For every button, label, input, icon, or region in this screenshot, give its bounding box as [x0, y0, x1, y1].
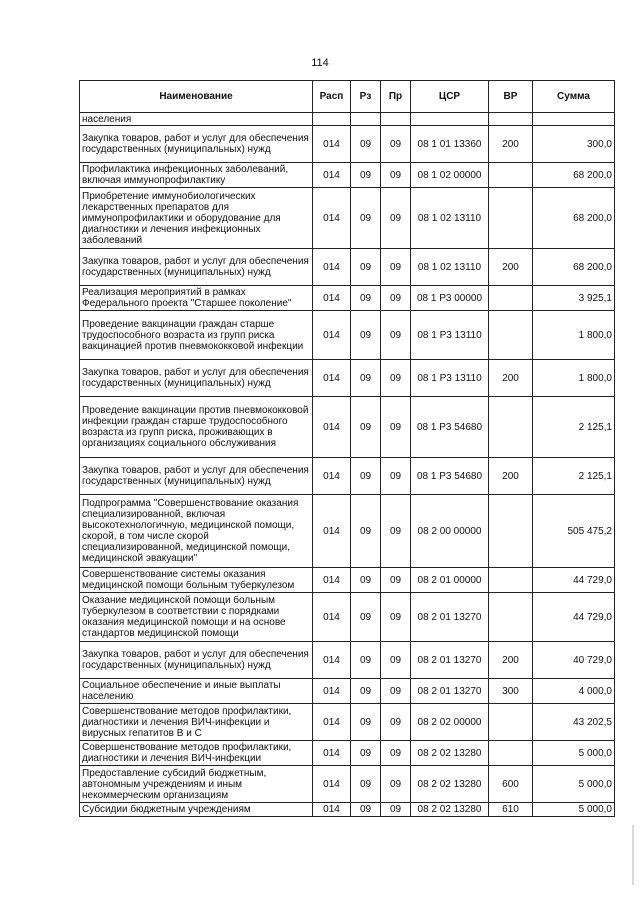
scan-edge-mark [632, 825, 634, 885]
cell-csr: 08 2 01 13270 [411, 642, 489, 679]
cell-vr: 200 [489, 360, 533, 397]
cell-rz: 09 [351, 741, 381, 766]
cell-pr: 09 [381, 249, 411, 286]
cell-vr: 300 [489, 679, 533, 704]
cell-rasp: 014 [313, 188, 351, 249]
cell-name: Совершенствование системы оказания медицинской помощи больным туберкулезом [80, 568, 313, 593]
table-row [80, 741, 615, 766]
cell-rasp: 014 [313, 286, 351, 311]
cell-rasp: 014 [313, 679, 351, 704]
cell-rasp: 014 [313, 360, 351, 397]
cell-sum: 68 200,0 [533, 163, 615, 188]
cell-sum: 40 729,0 [533, 642, 615, 679]
cell-csr: 08 1 Р3 13110 [411, 311, 489, 360]
cell-vr [489, 495, 533, 568]
cell-rasp: 014 [313, 741, 351, 766]
cell-csr: 08 2 00 00000 [411, 495, 489, 568]
cell-rz: 09 [351, 642, 381, 679]
header-vr: ВР [489, 81, 533, 113]
header-pr: Пр [381, 81, 411, 113]
cell-rz: 09 [351, 593, 381, 642]
cell-rz: 09 [351, 568, 381, 593]
cell-rz: 09 [351, 249, 381, 286]
table-row [80, 704, 615, 741]
cell-sum: 44 729,0 [533, 593, 615, 642]
table-row [80, 766, 615, 803]
cell-rasp: 014 [313, 803, 351, 817]
cell-rz: 09 [351, 766, 381, 803]
cell-name: Закупка товаров, работ и услуг для обеспечения государственных (муниципальных) нужд [80, 642, 313, 679]
cell-sum [533, 113, 615, 126]
table-row [80, 397, 615, 458]
cell-sum: 3 925,1 [533, 286, 615, 311]
cell-sum: 300,0 [533, 126, 615, 163]
table-body [80, 113, 615, 817]
cell-rasp: 014 [313, 163, 351, 188]
table-row [80, 642, 615, 679]
cell-sum: 2 125,1 [533, 458, 615, 495]
cell-csr: 08 1 02 00000 [411, 163, 489, 188]
cell-rz: 09 [351, 495, 381, 568]
cell-sum: 68 200,0 [533, 249, 615, 286]
cell-rasp: 014 [313, 397, 351, 458]
table-row [80, 803, 615, 817]
cell-name: Приобретение иммунобиологических лекарственных препаратов для иммунопрофилактики и оборудование для диагностики и лечения инфекционных заболеваний [80, 188, 313, 249]
cell-pr: 09 [381, 593, 411, 642]
cell-vr: 200 [489, 642, 533, 679]
cell-pr: 09 [381, 766, 411, 803]
cell-vr: 200 [489, 126, 533, 163]
cell-vr [489, 188, 533, 249]
cell-sum: 43 202,5 [533, 704, 615, 741]
cell-pr [381, 113, 411, 126]
cell-name: Профилактика инфекционных заболеваний, включая иммунопрофилактику [80, 163, 313, 188]
cell-csr: 08 1 02 13110 [411, 188, 489, 249]
cell-pr: 09 [381, 679, 411, 704]
cell-rasp: 014 [313, 249, 351, 286]
cell-rz: 09 [351, 188, 381, 249]
cell-vr: 600 [489, 766, 533, 803]
cell-rz: 09 [351, 286, 381, 311]
table-row [80, 188, 615, 249]
cell-rasp: 014 [313, 593, 351, 642]
table-row [80, 679, 615, 704]
cell-vr [489, 568, 533, 593]
cell-csr: 08 1 Р3 13110 [411, 360, 489, 397]
cell-rasp: 014 [313, 642, 351, 679]
cell-pr: 09 [381, 286, 411, 311]
table-row [80, 458, 615, 495]
cell-csr: 08 2 01 13270 [411, 679, 489, 704]
cell-csr: 08 2 02 13280 [411, 803, 489, 817]
cell-csr: 08 2 01 00000 [411, 568, 489, 593]
cell-sum: 5 000,0 [533, 803, 615, 817]
table-row [80, 163, 615, 188]
cell-name: Реализация мероприятий в рамках Федерального проекта "Старшее поколение" [80, 286, 313, 311]
cell-name: Закупка товаров, работ и услуг для обеспечения государственных (муниципальных) нужд [80, 126, 313, 163]
cell-name: Закупка товаров, работ и услуг для обеспечения государственных (муниципальных) нужд [80, 249, 313, 286]
cell-vr [489, 741, 533, 766]
cell-pr: 09 [381, 642, 411, 679]
cell-vr [489, 397, 533, 458]
cell-name: Социальное обеспечение и иные выплаты населению [80, 679, 313, 704]
cell-rz: 09 [351, 679, 381, 704]
cell-csr: 08 1 02 13110 [411, 249, 489, 286]
cell-name: Совершенствование методов профилактики, диагностики и лечения ВИЧ-инфекции и вирусных гепатитов В и С [80, 704, 313, 741]
cell-name: Проведение вакцинации граждан старше трудоспособного возраста из групп риска вакцинацией против пневмококковой инфекции [80, 311, 313, 360]
cell-rasp: 014 [313, 766, 351, 803]
cell-sum: 1 800,0 [533, 311, 615, 360]
cell-vr [489, 163, 533, 188]
table-row [80, 113, 615, 126]
cell-pr: 09 [381, 397, 411, 458]
header-rz: Рз [351, 81, 381, 113]
cell-sum: 1 800,0 [533, 360, 615, 397]
cell-vr [489, 286, 533, 311]
cell-sum: 2 125,1 [533, 397, 615, 458]
table-row [80, 360, 615, 397]
cell-name: Совершенствование методов профилактики, диагностики и лечения ВИЧ-инфекции [80, 741, 313, 766]
cell-pr: 09 [381, 741, 411, 766]
cell-vr [489, 311, 533, 360]
table-row [80, 593, 615, 642]
cell-rasp: 014 [313, 458, 351, 495]
header-rasp: Расп [313, 81, 351, 113]
cell-vr: 200 [489, 458, 533, 495]
cell-name: населения [80, 113, 313, 126]
cell-csr: 08 1 Р3 54680 [411, 397, 489, 458]
cell-rz: 09 [351, 803, 381, 817]
cell-csr: 08 2 02 13280 [411, 741, 489, 766]
table-row [80, 126, 615, 163]
cell-vr [489, 593, 533, 642]
cell-vr: 610 [489, 803, 533, 817]
cell-name: Закупка товаров, работ и услуг для обеспечения государственных (муниципальных) нужд [80, 360, 313, 397]
cell-name: Подпрограмма "Совершенствование оказания специализированной, включая высокотехнологичную, медицинской помощи, скорой, в том числе скорой специализированной, медицинской помощи, медицинской эвакуации" [80, 495, 313, 568]
cell-sum: 5 000,0 [533, 741, 615, 766]
cell-rz: 09 [351, 311, 381, 360]
cell-csr: 08 1 Р3 00000 [411, 286, 489, 311]
cell-name: Субсидии бюджетным учреждениям [80, 803, 313, 817]
cell-sum: 505 475,2 [533, 495, 615, 568]
table-row [80, 568, 615, 593]
cell-rz [351, 113, 381, 126]
cell-pr: 09 [381, 704, 411, 741]
cell-sum: 5 000,0 [533, 766, 615, 803]
cell-csr: 08 2 02 00000 [411, 704, 489, 741]
cell-pr: 09 [381, 311, 411, 360]
cell-vr: 200 [489, 249, 533, 286]
table-row [80, 311, 615, 360]
cell-pr: 09 [381, 495, 411, 568]
cell-rasp [313, 113, 351, 126]
cell-rasp: 014 [313, 311, 351, 360]
header-name: Наименование [80, 81, 313, 113]
table-row [80, 286, 615, 311]
cell-pr: 09 [381, 458, 411, 495]
cell-rz: 09 [351, 397, 381, 458]
table-row [80, 495, 615, 568]
cell-pr: 09 [381, 126, 411, 163]
cell-rasp: 014 [313, 568, 351, 593]
cell-vr [489, 704, 533, 741]
cell-rz: 09 [351, 458, 381, 495]
cell-rasp: 014 [313, 126, 351, 163]
cell-vr [489, 113, 533, 126]
cell-sum: 4 000,0 [533, 679, 615, 704]
cell-rz: 09 [351, 704, 381, 741]
cell-pr: 09 [381, 568, 411, 593]
cell-csr: 08 1 Р3 54680 [411, 458, 489, 495]
cell-csr [411, 113, 489, 126]
header-sum: Сумма [533, 81, 615, 113]
cell-name: Оказание медицинской помощи больным туберкулезом в соответствии с порядками оказания медицинской помощи и на основе стандартов медицинской помощи [80, 593, 313, 642]
cell-name: Закупка товаров, работ и услуг для обеспечения государственных (муниципальных) нужд [80, 458, 313, 495]
cell-csr: 08 1 01 13360 [411, 126, 489, 163]
cell-rz: 09 [351, 163, 381, 188]
cell-sum: 68 200,0 [533, 188, 615, 249]
cell-rasp: 014 [313, 704, 351, 741]
table-header-row [80, 81, 615, 113]
page-number: 114 [311, 57, 329, 69]
cell-pr: 09 [381, 360, 411, 397]
cell-pr: 09 [381, 163, 411, 188]
cell-rz: 09 [351, 360, 381, 397]
cell-name: Предоставление субсидий бюджетным, автономным учреждениям и иным некоммерческим организациям [80, 766, 313, 803]
header-csr: ЦСР [411, 81, 489, 113]
cell-pr: 09 [381, 188, 411, 249]
cell-csr: 08 2 02 13280 [411, 766, 489, 803]
budget-table [79, 80, 615, 817]
cell-pr: 09 [381, 803, 411, 817]
cell-rasp: 014 [313, 495, 351, 568]
table-row [80, 249, 615, 286]
cell-rz: 09 [351, 126, 381, 163]
cell-name: Проведение вакцинации против пневмококковой инфекции граждан старше трудоспособного возраста из групп риска, проживающих в организациях социального обслуживания [80, 397, 313, 458]
cell-csr: 08 2 01 13270 [411, 593, 489, 642]
cell-sum: 44 729,0 [533, 568, 615, 593]
